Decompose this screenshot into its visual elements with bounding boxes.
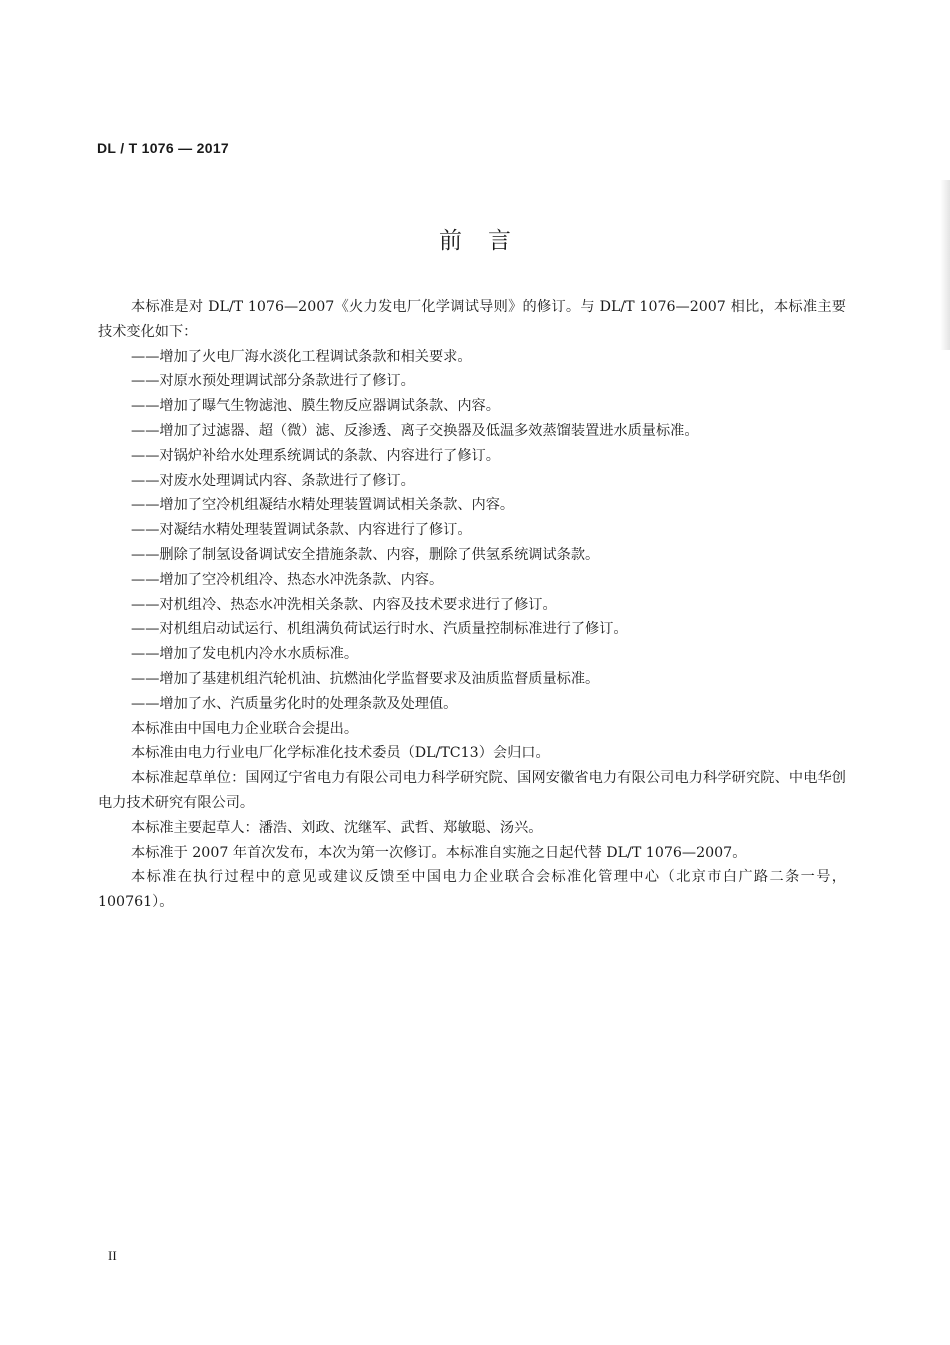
change-item: ——增加了空冷机组凝结水精处理装置调试相关条款、内容。 <box>131 497 515 514</box>
intro-paragraph: 本标准是对 DL/T 1076—2007《火力发电厂化学调试导则》的修订。与 DL/T 1076—2007 相比，本标准主要技术变化如下： <box>98 299 846 340</box>
change-item: ——增加了水、汽质量劣化时的处理条款及处理值。 <box>131 695 458 712</box>
change-item: ——增加了空冷机组冷、热态水冲洗条款、内容。 <box>131 571 444 588</box>
history-statement: 本标准于 2007 年首次发布，本次为第一次修订。本标准自实施之日起代替 DL/T 1076—2007。 <box>131 844 747 861</box>
change-item: ——对机组启动试运行、机组满负荷试运行时水、汽质量控制标准进行了修订。 <box>131 621 628 638</box>
change-item: ——对锅炉补给水处理系统调试的条款、内容进行了修订。 <box>131 447 500 464</box>
page-title: 前言 <box>439 228 537 254</box>
drafting-units-statement: 本标准起草单位：国网辽宁省电力有限公司电力科学研究院、国网安徽省电力有限公司电力科学研究院、中电华创电力技术研究有限公司。 <box>98 770 846 811</box>
drafters-statement: 本标准主要起草人：潘浩、刘政、沈继军、武哲、郑敏聪、汤兴。 <box>131 819 543 836</box>
page-edge-shadow <box>940 180 950 350</box>
change-item: ——删除了制氢设备调试安全措施条款、内容，删除了供氢系统调试条款。 <box>131 546 600 563</box>
document-code: DL / T 1076 — 2017 <box>97 140 229 156</box>
page-number: II <box>108 1248 117 1263</box>
change-item: ——增加了发电机内冷水水质标准。 <box>131 646 359 663</box>
change-item: ——对废水处理调试内容、条款进行了修订。 <box>131 472 415 489</box>
foreword-body <box>98 295 846 915</box>
change-item: ——对原水预处理调试部分条款进行了修订。 <box>131 373 415 390</box>
changes-list <box>98 345 846 717</box>
change-item: ——对机组冷、热态水冲洗相关条款、内容及技术要求进行了修订。 <box>131 596 557 613</box>
change-item: ——增加了火电厂海水淡化工程调试条款和相关要求。 <box>131 348 472 365</box>
change-item: ——增加了过滤器、超（微）滤、反渗透、离子交换器及低温多效蒸馏装置进水质量标准。 <box>131 422 699 439</box>
feedback-statement: 本标准在执行过程中的意见或建议反馈至中国电力企业联合会标准化管理中心（北京市白广路二条一号，100761）。 <box>98 869 846 911</box>
proposer-statement: 本标准由中国电力企业联合会提出。 <box>131 720 359 737</box>
committee-statement: 本标准由电力行业电厂化学标准化技术委员（DL/TC13）会归口。 <box>131 745 550 762</box>
change-item: ——增加了基建机组汽轮机油、抗燃油化学监督要求及油质监督质量标准。 <box>131 670 600 687</box>
change-item: ——增加了曝气生物滤池、膜生物反应器调试条款、内容。 <box>131 398 500 415</box>
change-item: ——对凝结水精处理装置调试条款、内容进行了修订。 <box>131 522 472 539</box>
